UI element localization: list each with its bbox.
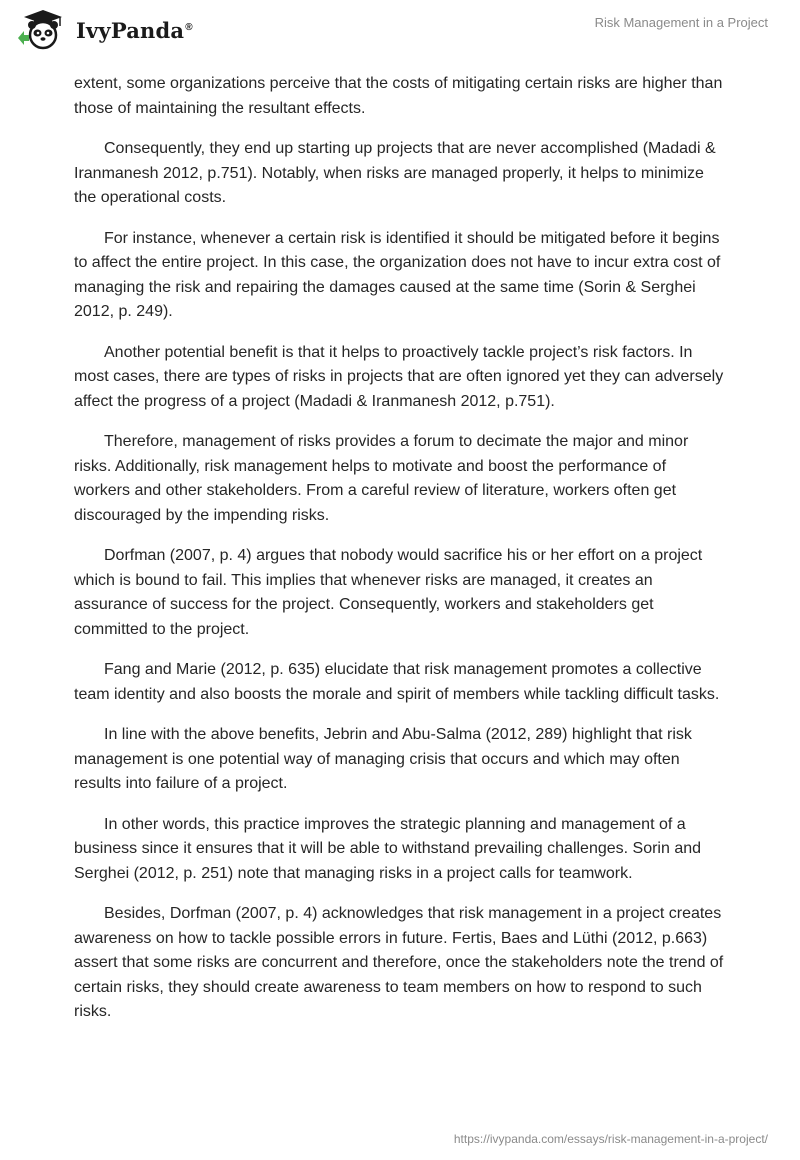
registered-mark: ® (185, 21, 193, 33)
paragraph: Besides, Dorfman (2007, p. 4) acknowledges that risk management in a project creates awareness on how to tackle possible errors in future. Fertis, Baes and Lüthi (2012, p.663) assert that some risks are concurrent and therefore, once the stakeholders note the trend of certain risks, they should create awareness to team members on how to respond to such risks. (74, 905, 724, 1020)
paragraph: Fang and Marie (2012, p. 635) elucidate that risk management promotes a collective team identity and also boosts the morale and spirit of members while tackling difficult tasks. (74, 661, 720, 703)
document-title: Risk Management in a Project (594, 15, 768, 30)
paragraph: In line with the above benefits, Jebrin and Abu-Salma (2012, 289) highlight that risk management is one potential way of managing crisis that occurs and which may often results into failure of a project. (74, 726, 692, 792)
source-url-link[interactable]: https://ivypanda.com/essays/risk-management-in-a-project/ (453, 1132, 768, 1146)
paragraph: For instance, whenever a certain risk is identified it should be mitigated before it begins to affect the entire project. In this case, the organization does not have to incur extra cost of managing the risk and repairing the damages caused at the same time (Sorin & Serghei 2012, p. 249). (74, 229, 721, 320)
paragraph: Consequently, they end up starting up projects that are never accomplished (Madadi & Iranmanesh 2012, p.751). Notably, when risks are managed properly, it helps to minimize the operational costs. (74, 140, 716, 206)
essay-body (74, 72, 724, 1041)
paragraph: Therefore, management of risks provides a forum to decimate the major and minor risks. Additionally, risk management helps to motivate and boost the performance of workers and other stakeholders. From a careful review of literature, workers often get discouraged by the impending risks. (74, 433, 689, 524)
brand-logo[interactable] (14, 8, 193, 52)
page-header (0, 0, 800, 64)
paragraph: Another potential benefit is that it helps to proactively tackle project’s risk factors. In most cases, there are types of risks in projects that are often ignored yet they can adversely affect the progress of a project (Madadi & Iranmanesh 2012, p.751). (74, 343, 724, 410)
brand-name: IvyPanda® (76, 17, 193, 43)
paragraph: Dorfman (2007, p. 4) argues that nobody would sacrifice his or her effort on a project which is bound to fail. This implies that whenever risks are managed, it creates an assurance of success for the project. Consequently, workers and stakeholders get committed to the project. (74, 547, 703, 638)
panda-logo-icon (14, 8, 72, 52)
paragraph: extent, some organizations perceive that the costs of mitigating certain risks are higher than those of maintaining the resultant effects. (74, 75, 723, 117)
paragraph: In other words, this practice improves the strategic planning and management of a business since it ensures that it will be able to withstand prevailing challenges. Sorin and Serghei (2012, p. 251) note that managing risks in a project calls for teamwork. (74, 815, 702, 882)
